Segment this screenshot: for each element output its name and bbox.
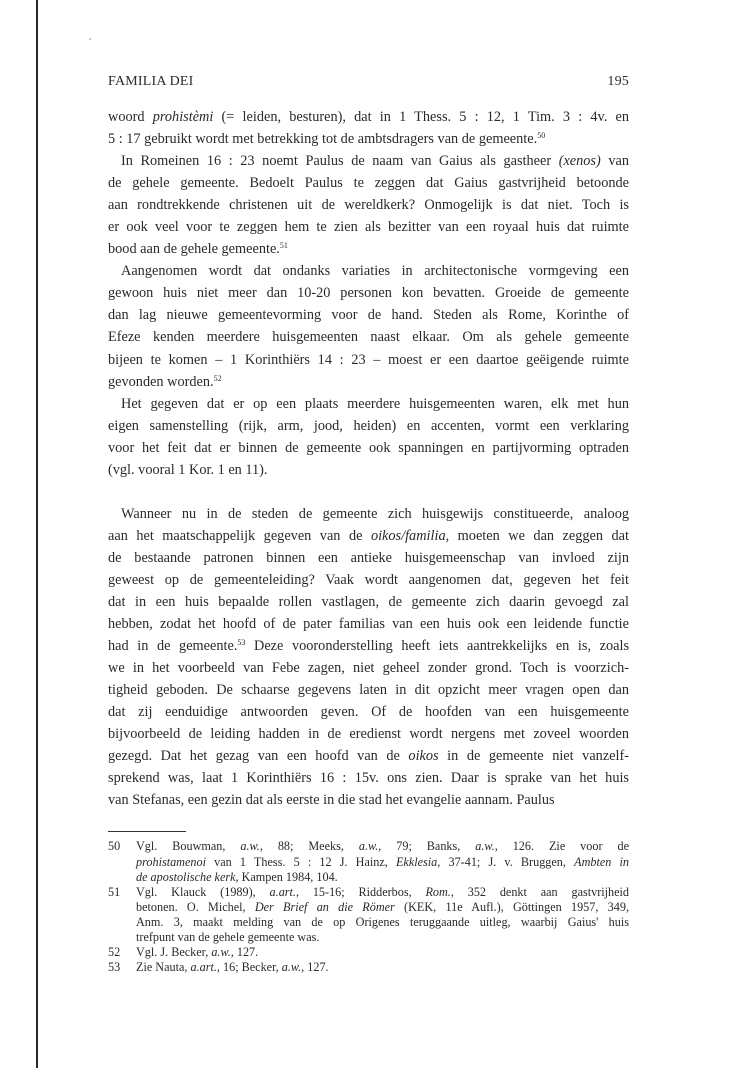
italic-text: oikos/familia bbox=[370, 527, 446, 544]
text-line bbox=[108, 172, 629, 194]
text-run: , 15-16; Ridderbos, bbox=[295, 884, 426, 899]
footnote-line bbox=[136, 915, 629, 930]
running-head bbox=[108, 72, 629, 92]
text-run: , 127. bbox=[301, 960, 329, 975]
text-line bbox=[108, 503, 629, 525]
text-run: , 352 denkt aan gastvrijheid bbox=[450, 884, 630, 899]
text-line bbox=[108, 415, 629, 437]
text-line bbox=[108, 723, 629, 745]
body-text bbox=[108, 106, 629, 811]
footnote-ref: 50 bbox=[537, 131, 546, 141]
page-binding-edge bbox=[0, 0, 38, 1068]
text-run: hebben, zodat het hoofd of de pater familias van een huis ook een leidende functie bbox=[108, 616, 629, 633]
text-run: gevonden worden. bbox=[108, 373, 214, 390]
text-run: woord bbox=[108, 109, 153, 125]
text-run: de gehele gemeente. Bedoelt Paulus te zeggen dat Gaius gastvrijheid betoonde bbox=[108, 175, 629, 192]
footnote-line bbox=[136, 870, 629, 885]
footnote-number: 50 bbox=[108, 839, 121, 854]
italic-text: prohistèmi bbox=[152, 109, 214, 125]
text-run: Zie Nauta, bbox=[136, 960, 191, 975]
text-line bbox=[108, 150, 629, 172]
text-run: voor het feit dat er binnen de gemeente ook spanningen en partijvorming optraden bbox=[108, 439, 629, 456]
text-run: Wanneer nu in de steden de gemeente zich huisgewijs constitueerde, analoog bbox=[121, 505, 629, 522]
text-run: dat in een huis bepaalde rollen vastlagen, de gemeente zich daarin gevoegd zal bbox=[108, 593, 629, 610]
text-line bbox=[108, 128, 629, 150]
text-run: Deze vooronderstelling heeft iets aantrekkelijks en is, zoals bbox=[245, 638, 630, 655]
paragraph bbox=[108, 106, 629, 150]
italic-text: a.w. bbox=[358, 839, 379, 854]
text-line bbox=[108, 547, 629, 569]
text-line bbox=[108, 326, 629, 348]
italic-text: a.w. bbox=[475, 839, 495, 854]
italic-text: a.art. bbox=[190, 960, 217, 975]
footnote-ref: 51 bbox=[279, 241, 288, 251]
text-run: Efeze kenden meerdere huisgemeenten naast elkaar. Om als gehele gemeente bbox=[108, 329, 629, 346]
page-number: 195 bbox=[607, 74, 629, 89]
italic-text: Ekklesia bbox=[395, 854, 438, 869]
text-line bbox=[108, 393, 629, 415]
text-run: In Romeinen 16 : 23 noemt Paulus de naam van Gaius als gastheer bbox=[121, 153, 559, 170]
italic-text: Ambten in bbox=[574, 854, 629, 869]
text-line bbox=[108, 569, 629, 591]
text-run: (vgl. vooral 1 Kor. 1 en 11). bbox=[108, 461, 268, 478]
section-break bbox=[108, 481, 629, 503]
text-run: gezegd. Dat het gezag van een hoofd van de bbox=[108, 748, 409, 765]
italic-text: de apostolische kerk bbox=[136, 869, 236, 884]
text-line bbox=[108, 304, 629, 326]
text-run: Vgl. J. Becker, bbox=[136, 945, 212, 960]
text-line bbox=[108, 260, 629, 282]
text-run: dat zij eenduidige antwoorden geven. Of de hoofden van een huisgemeente bbox=[108, 704, 629, 721]
text-run: , 127. bbox=[230, 945, 259, 960]
italic-text: Rom. bbox=[425, 884, 451, 899]
text-line bbox=[108, 745, 629, 767]
text-run: sprekend was, laat 1 Korinthiërs 16 : 15v. ons zien. Daar is sprake van het huis bbox=[108, 770, 629, 787]
text-run: van bbox=[600, 153, 629, 170]
footnote-ref: 52 bbox=[213, 373, 222, 383]
footnote-separator bbox=[108, 831, 186, 832]
italic-text: (xenos) bbox=[558, 153, 601, 170]
text-run: , 16; Becker, bbox=[216, 960, 282, 975]
footnote-number: 51 bbox=[108, 884, 121, 899]
text-line bbox=[108, 459, 629, 481]
text-run: Het gegeven dat er op een plaats meerdere huisgemeenten waren, elk met hun bbox=[121, 395, 629, 412]
italic-text: prohistamenoi bbox=[136, 854, 206, 869]
text-run: bijvoorbeeld de leiding hadden in de eredienst wordt nergens met zoveel woorden bbox=[108, 726, 629, 743]
text-line bbox=[108, 194, 629, 216]
footnote-number: 53 bbox=[108, 960, 121, 975]
text-line bbox=[108, 371, 629, 393]
text-run: trefpunt van de gehele gemeente was. bbox=[136, 930, 320, 945]
footnote bbox=[108, 945, 629, 960]
footnote-ref: 53 bbox=[237, 638, 246, 648]
text-line bbox=[108, 635, 629, 657]
text-run: Vgl. Bouwman, bbox=[136, 839, 241, 854]
text-run: de bestaande patronen binnen een antieke huisgemeenschap van invloed zijn bbox=[108, 549, 629, 566]
text-line bbox=[108, 216, 629, 238]
text-run: , 88; Meeks, bbox=[259, 839, 359, 854]
footnote-number: 52 bbox=[108, 945, 121, 960]
book-page bbox=[108, 72, 629, 975]
text-run: eigen samenstelling (rijk, arm, jood, heiden) en accenten, vormt een verklaring bbox=[108, 417, 629, 434]
text-line bbox=[108, 613, 629, 635]
text-run: van Stefanas, een gezin dat als eerste in die stad het evangelie aannam. Paulus bbox=[108, 792, 555, 809]
running-head-title: FAMILIA DEI bbox=[108, 74, 194, 89]
footnote bbox=[108, 960, 629, 975]
text-run: Vgl. Klauck (1989), bbox=[136, 884, 270, 899]
text-line bbox=[108, 767, 629, 789]
paragraph bbox=[108, 393, 629, 481]
footnote-line bbox=[136, 900, 629, 915]
text-line bbox=[108, 591, 629, 613]
footnote-line bbox=[136, 885, 629, 900]
text-run: 5 : 17 gebruikt wordt met betrekking tot de ambtsdragers van de gemeente. bbox=[108, 131, 538, 148]
text-run: Aangenomen wordt dat ondanks variaties in architectonische vormgeving een bbox=[121, 263, 629, 280]
footnotes bbox=[108, 839, 629, 975]
text-line bbox=[108, 657, 629, 679]
text-line bbox=[108, 701, 629, 723]
footnote-line bbox=[136, 945, 629, 960]
text-run: van 1 Thess. 5 : 12 J. Hainz, bbox=[205, 854, 396, 869]
text-run: betonen. O. Michel, bbox=[136, 899, 255, 914]
text-run: had in de gemeente. bbox=[108, 638, 238, 655]
italic-text: a.w. bbox=[240, 839, 260, 854]
text-run: , 126. Zie voor de bbox=[494, 839, 629, 854]
footnote-line bbox=[136, 930, 629, 945]
paragraph bbox=[108, 260, 629, 392]
text-line bbox=[108, 282, 629, 304]
text-run: , Kampen 1984, 104. bbox=[235, 869, 338, 884]
text-run: , moeten we dan zeggen dat bbox=[445, 527, 629, 544]
text-line bbox=[108, 679, 629, 701]
scan-speck bbox=[89, 38, 91, 40]
text-line bbox=[108, 437, 629, 459]
text-run: gewoon huis niet meer dan 10-20 personen kon bevatten. Groeide de gemeente bbox=[108, 285, 629, 302]
text-run: , 79; Banks, bbox=[378, 839, 476, 854]
text-run: bijeen te komen – 1 Korinthiërs 14 : 23 – moest er een daartoe geëigende ruimte bbox=[108, 351, 629, 368]
text-run: bood aan de gehele gemeente. bbox=[108, 241, 280, 258]
text-run: we in het voorbeeld van Febe zagen, niet geheel zonder grond. Toch is voorzich- bbox=[108, 660, 629, 677]
footnote bbox=[108, 885, 629, 945]
text-line bbox=[108, 106, 629, 128]
text-line bbox=[108, 789, 629, 811]
paragraph bbox=[108, 503, 629, 812]
text-run: geweest op de gemeenteleiding? Vaak wordt aangenomen dat, gegeven het feit bbox=[108, 571, 629, 588]
text-run: aan rondtrekkende christenen uit de wereldkerk? Onmogelijk is dat niet. Toch is bbox=[108, 197, 629, 214]
italic-text: a.w. bbox=[281, 960, 302, 975]
text-run: (= leiden, besturen), dat in 1 Thess. 5 : 12, 1 Tim. 3 : 4v. en bbox=[213, 109, 630, 125]
italic-text: a.art. bbox=[269, 884, 296, 899]
text-run: aan het maatschappelijk gegeven van de bbox=[108, 527, 371, 544]
italic-text: Der Brief an die Römer bbox=[254, 899, 395, 914]
text-line bbox=[108, 349, 629, 371]
text-run: Anm. 3, maakt melding van de op Origenes teruggaande uitleg, waarbij Gaius' huis bbox=[136, 914, 629, 929]
text-run: (KEK, 11e Aufl.), Göttingen 1957, 349, bbox=[394, 899, 629, 914]
footnote-line bbox=[136, 855, 629, 870]
text-line bbox=[108, 525, 629, 547]
text-run: in de gemeente niet vanzelf- bbox=[438, 748, 630, 765]
italic-text: a.w. bbox=[211, 945, 231, 960]
text-run: dan lag nieuwe gemeentevorming voor de hand. Steden als Rome, Korinthe of bbox=[108, 307, 629, 324]
text-run: tigheid geboden. De schaarse gegevens laten in dit opzicht meer vragen open dan bbox=[108, 682, 629, 699]
text-line bbox=[108, 238, 629, 260]
footnote bbox=[108, 839, 629, 884]
footnote-line bbox=[136, 960, 629, 975]
italic-text: oikos bbox=[408, 748, 439, 765]
footnote-line bbox=[136, 839, 629, 854]
text-run: er ook veel voor te zeggen hem te zien als bezitter van een royaal huis dat ruimte bbox=[108, 219, 629, 236]
text-run: , 37-41; J. v. Bruggen, bbox=[437, 854, 575, 869]
paragraph bbox=[108, 150, 629, 260]
